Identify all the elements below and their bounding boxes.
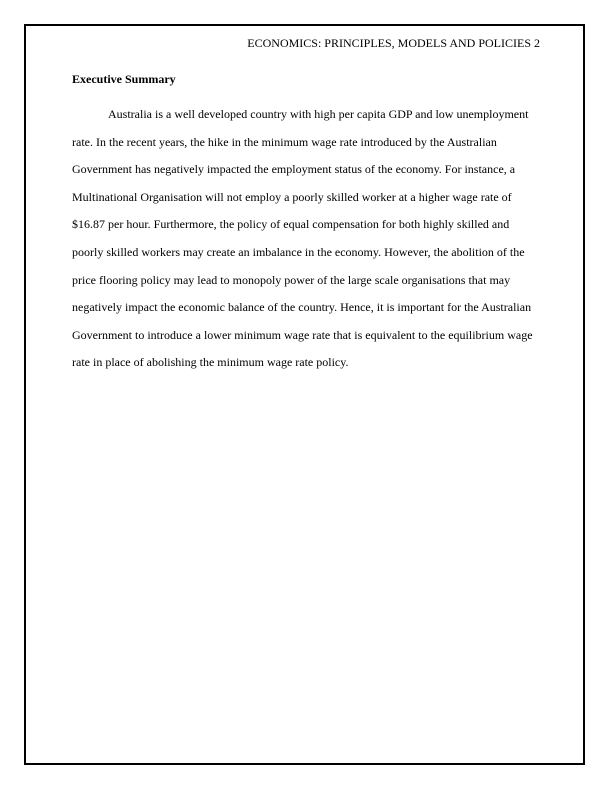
paragraph-line: $16.87 per hour. Furthermore, the policy of equal compensation for both highly skilled and — [72, 217, 510, 232]
paragraph-line: negatively impact the economic balance of the country. Hence, it is important for the Australian — [72, 300, 532, 315]
paragraph-line: Government to introduce a lower minimum wage rate that is equivalent to the equilibrium wage — [72, 327, 533, 342]
paragraph-line: Multinational Organisation will not employ a poorly skilled worker at a higher wage rate of — [72, 189, 512, 204]
section-heading: Executive Summary — [72, 72, 176, 86]
paragraph-line: price flooring policy may lead to monopoly power of the large scale organisations that may — [72, 272, 511, 287]
paragraph-line: rate. In the recent years, the hike in the minimum wage rate introduced by the Australian — [72, 134, 497, 149]
paragraph-line: poorly skilled workers may create an imbalance in the economy. However, the abolition of the — [72, 244, 525, 259]
paragraph-line: Government has negatively impacted the employment status of the economy. For instance, a — [72, 162, 516, 177]
running-head: ECONOMICS: PRINCIPLES, MODELS AND POLICIES 2 — [247, 36, 540, 50]
executive-summary-paragraph — [72, 101, 540, 377]
paragraph-line: rate in place of abolishing the minimum wage rate policy. — [72, 355, 349, 370]
paragraph-line: Australia is a well developed country with high per capita GDP and low unemployment — [108, 107, 529, 121]
